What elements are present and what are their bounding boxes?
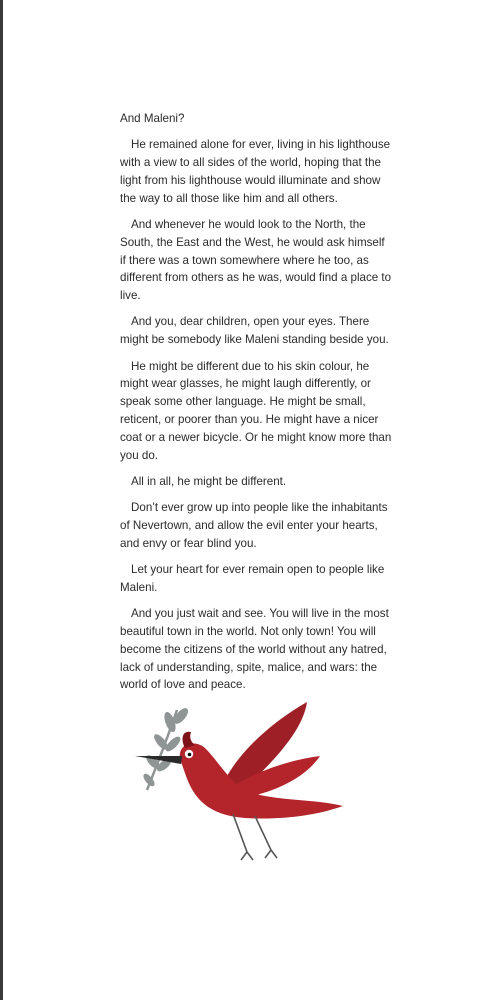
paragraph: And Maleni? <box>120 112 185 125</box>
paragraph: And you just wait and see. You will live in the most beautiful town in the world. Not only town! You will become the citizens of the world without any hatred, lack of understanding, spite, malice, and wars: the world of love and peace. <box>120 607 389 692</box>
paragraph: He remained alone for ever, living in his lighthouse with a view to all sides of the world, hoping that the light from his lighthouse would illuminate and show the way to all those like him and all others. <box>120 138 391 205</box>
bird-crest <box>183 732 195 748</box>
paragraph: He might be different due to his skin colour, he might wear glasses, he might laugh differently, or speak some other language. He might be small, reticent, or poorer than you. He might have a nicer coat or a newer bicycle. Or he might know more than you do. <box>120 359 392 462</box>
red-bird-illustration <box>125 690 351 880</box>
paragraph: And you, dear children, open your eyes. There might be somebody like Maleni standing beside you. <box>120 315 389 347</box>
paragraph: Let your heart for ever remain open to people like Maleni. <box>120 563 385 594</box>
paragraph: All in all, he might be different. <box>131 474 287 488</box>
bird-legs <box>233 814 277 860</box>
story-text <box>120 110 392 703</box>
paragraph: And whenever he would look to the North, the South, the East and the West, he would ask himself if there was a town somewhere where he too, as different from others as he was, would find a place to live. <box>120 217 392 303</box>
book-spine-edge <box>0 0 3 1000</box>
paragraph: Don’t ever grow up into people like the inhabitants of Nevertown, and allow the evil enter your hearts, and envy or fear blind you. <box>120 501 388 550</box>
